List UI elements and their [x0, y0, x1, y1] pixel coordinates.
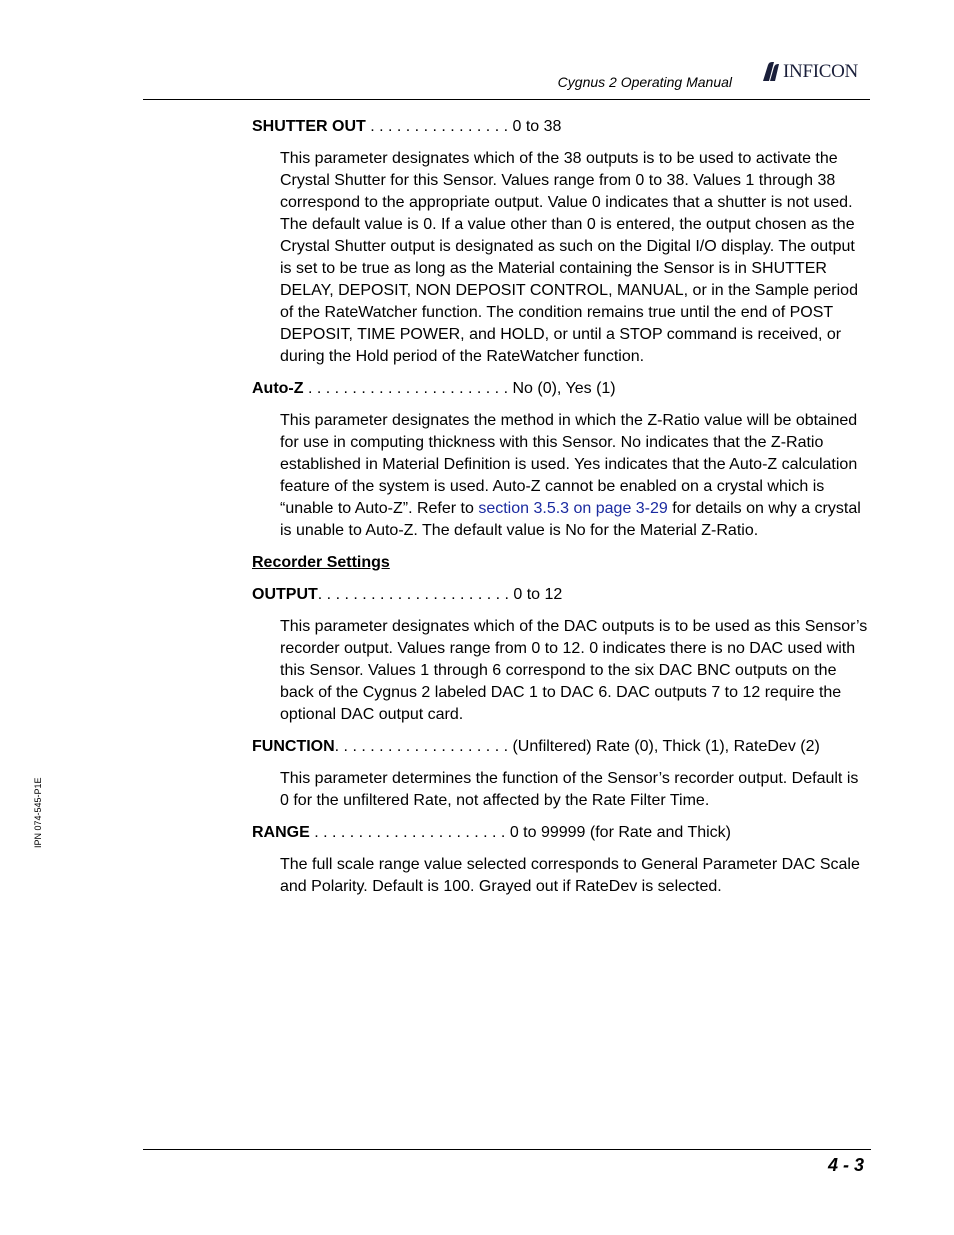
desc-shutter-out: This parameter designates which of the 38 outputs is to be used to activate the Crystal Shutter for this Sensor. Values range from 0 to 38. Values 1 through 38 correspond to the appropriate output. Value 0 indicates that a shutter is not used. The default value is 0. If a value other than 0 is entered, the output chosen as the Crystal Shutter output is designated as such on the Digital I/O display. The output is set to be true as long as the Material containing the Sensor is in SHUTTER DELAY, DEPOSIT, NON DEPOSIT CONTROL, MANUAL, or in the Sample period of the RateWatcher function. The condition remains true until the end of POST DEPOSIT, TIME POWER, and HOLD, or until a STOP command is received, or during the Hold period of the RateWatcher function. [280, 150, 858, 365]
param-name: FUNCTION [252, 738, 335, 755]
document-ipn: IPN 074-545-P1E [33, 777, 43, 848]
inficon-logo-icon [759, 59, 785, 85]
param-auto-z [252, 378, 872, 400]
manual-title: Cygnus 2 Operating Manual [557, 74, 732, 90]
param-leader: . . . . . . . . . . . . . . . . . . . . . . [317, 586, 514, 603]
section-heading-recorder: Recorder Settings [252, 554, 390, 571]
footer-rule [143, 1149, 871, 1150]
logo-text: INFICON [783, 61, 858, 82]
param-function [252, 736, 872, 758]
param-shutter-out [252, 116, 872, 138]
desc-text: This parameter designates the method in which the Z-Ratio value will be obtained for use in computing thickness with this Sensor. No indicates that the Z-Ratio established in Material Definition is used. Yes indicates that the Auto-Z calculation feature of the system is used. Auto-Z cannot be enabled on a crystal which is “unable to Auto-Z”. Refer to [280, 412, 858, 517]
param-leader: . . . . . . . . . . . . . . . . . . . . [334, 738, 513, 755]
param-value: 0 to 38 [512, 118, 562, 135]
param-output [252, 584, 872, 606]
desc-range: The full scale range value selected corresponds to General Parameter DAC Scale and Polarity. Default is 100. Grayed out if RateDev is selected. [280, 856, 860, 895]
desc-text: for details on why a crystal is unable to Auto-Z. The default value is No for the Material Z-Ratio. [280, 500, 861, 539]
section-link[interactable]: section 3.5.3 on page 3-29 [478, 500, 668, 517]
param-name: Auto-Z [252, 380, 304, 397]
desc-output: This parameter designates which of the DAC outputs is to be used as this Sensor’s recorder output. Values range from 0 to 12. 0 indicates there is no DAC used with this Sensor. Values 1 through 6 correspond to the six DAC BNC outputs on the back of the Cygnus 2 labeled DAC 1 to DAC 6. DAC outputs 7 to 12 require the optional DAC output card. [280, 618, 868, 723]
param-value: 0 to 99999 (for Rate and Thick) [509, 824, 731, 841]
param-name: OUTPUT [252, 586, 318, 603]
page-content [252, 116, 872, 908]
param-name: RANGE [252, 824, 310, 841]
param-name: SHUTTER OUT [252, 118, 366, 135]
param-range [252, 822, 872, 844]
desc-function: This parameter determines the function of the Sensor’s recorder output. Default is 0 for the unfiltered Rate, not affected by the Rate Filter Time. [280, 770, 859, 809]
param-value: (Unfiltered) Rate (0), Thick (1), RateDev (2) [512, 738, 820, 755]
header-rule [143, 99, 870, 100]
param-leader: . . . . . . . . . . . . . . . . . . . . . . [309, 824, 510, 841]
param-leader: . . . . . . . . . . . . . . . . . . . . . . . [303, 380, 513, 397]
param-value: No (0), Yes (1) [512, 380, 616, 397]
page-number: 4 - 3 [827, 1155, 864, 1175]
param-value: 0 to 12 [513, 586, 563, 603]
inficon-logo [759, 59, 874, 85]
param-leader: . . . . . . . . . . . . . . . . [365, 118, 513, 135]
desc-auto-z [280, 410, 870, 542]
